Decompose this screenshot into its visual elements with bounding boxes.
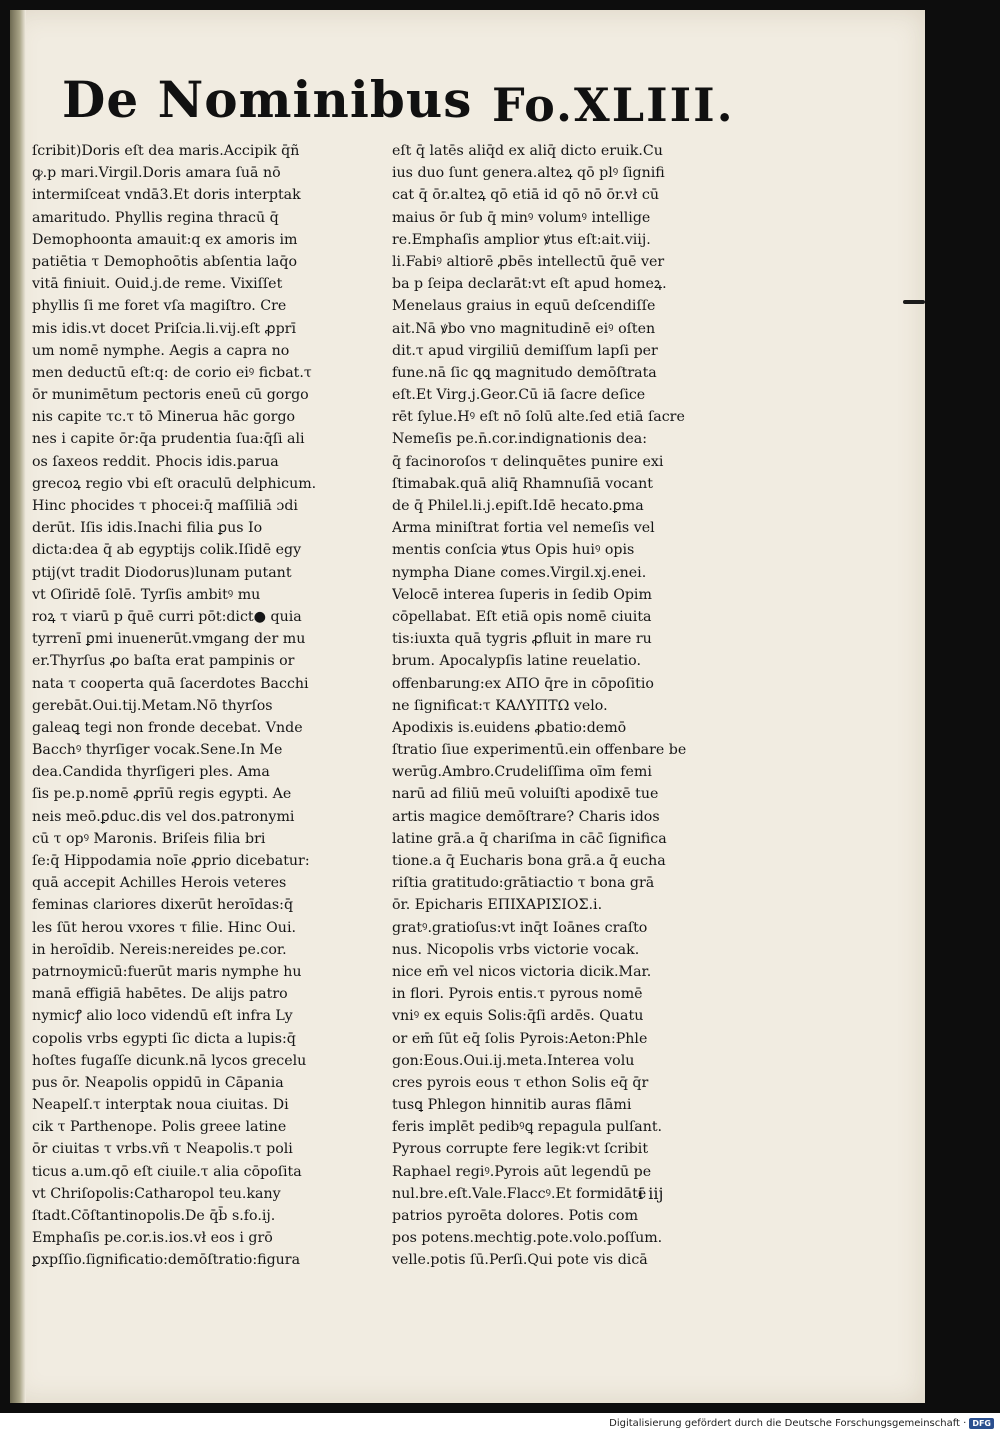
left-column-line: dicta:dea q̄ ab egyptijs colik.Iſidē egy (32, 542, 302, 559)
left-text-column (32, 140, 392, 1272)
right-column-line: ait.Nā ꝟbo vno magnitudinē eiꝰ oſten (392, 320, 656, 337)
left-column-line: Hinc phocides τ phocei:q̄ maſſiliā ɔdi (32, 498, 298, 514)
right-column-line: cat q̄ ōr.alteꝝ qō etiā id qō nō ōr.vł cū (392, 187, 659, 204)
right-column-line: fune.nā ſic ꝗꝗ magnitudo demōſtrata (392, 364, 657, 381)
right-column-line: Velocē interea ſuperis in ſedib Opim (392, 586, 652, 603)
right-column-line: in flori. Pyrois entis.τ pyrous nomē (392, 986, 643, 1003)
left-column-line: copolis vrbs egypti ſic dicta a lupis:q̄ (32, 1030, 296, 1047)
left-column-line: Bacchꝰ thyrſiger vocak.Sene.In Me (32, 742, 283, 759)
right-column-line: tusꝗ Phlegon hinnitib auras flāmi (392, 1097, 632, 1114)
right-column-line: latine grā.a q̄ chariſma in cāc̄ ſignifica (392, 830, 667, 847)
right-column-line: Apodixis is.euidens ꝓbatio:demō (392, 719, 627, 736)
right-column-line: feris implēt pedibꝰꝗ repagula pulſant. (392, 1119, 663, 1136)
right-column-line: nul.bre.eſt.Vale.Flaccꝰ.Et formidātē (392, 1185, 647, 1202)
right-column-line: velle.potis ſū.Perſi.Qui pote vis dicā (392, 1252, 648, 1269)
left-column-line: ſcribit)Doris eſt dea maris.Accipik q̄ñ (32, 143, 300, 159)
left-column-line: quā accepit Achilles Herois veteres (32, 875, 287, 892)
left-column-line: ticus a.um.qō eſt ciuile.τ alia cōpoſita (32, 1163, 302, 1180)
left-column-line: derūt. Iſis idis.Inachi filia ꝑus Io (32, 520, 263, 537)
right-column-line: Nemeſis pe.n̄.cor.indignationis dea: (392, 431, 648, 448)
left-column-line: gerebāt.Oui.tij.Metam.Nō thyrſos (32, 697, 273, 714)
left-column-line: men deductū eſt:q: de corio eiꝰ ficbat.τ (32, 364, 312, 381)
right-column-line: ſtratio ſiue experimentū.ein offenbare be (392, 742, 687, 759)
left-column-line: os ſaxeos reddit. Phocis idis.parua (32, 453, 279, 470)
left-column-line: intermiſceat vndā3.Et doris interptak (32, 187, 301, 204)
right-column-line: cres pyrois eous τ ethon Solis eq̄ q̄r (392, 1074, 649, 1091)
right-text-column (392, 140, 752, 1272)
left-column-line: roꝝ τ viarū p q̄uē curri pōt:dict● quia (32, 608, 302, 625)
left-column-line: neis meō.ꝑduc.dis vel dos.patronymi (32, 808, 295, 825)
left-column-line: ōr munimētum pectoris eneū cū gorgo (32, 387, 309, 404)
right-column-line: vniꝰ ex equis Solis:q̄ſi ardēs. Quatu (392, 1008, 644, 1025)
left-column-line: Emphaſis pe.cor.is.ios.vł eos i grō (32, 1230, 273, 1247)
edge-mark (903, 300, 925, 304)
signature-mark: i iij (638, 1184, 664, 1203)
running-title: De Nominibus (62, 70, 473, 129)
left-column-line: patiētia τ Demophoōtis abſentia laq̄o (32, 253, 297, 270)
right-column-line: tis:iuxta quā tygris ꝓfluit in mare ru (392, 631, 652, 648)
left-column-line: nymicꝭ alio loco videndū eſt infra Ly (32, 1008, 293, 1025)
right-column-line: werūg.Ambro.Crudeliſſima oīm femi (392, 764, 652, 781)
right-column-line: maius ōr ſub q̄ minꝰ volumꝰ intellige (392, 209, 651, 226)
right-column-line: mentis conſcia ꝟtus Opis huiꝰ opis (392, 542, 635, 559)
right-column-line: pos potens.mechtig.pote.volo.poſſum. (392, 1230, 663, 1247)
right-column-line: ne ſignificat:τ ΚΑΛΥΠΤΩ velo. (392, 697, 608, 714)
right-column-line: eſt.Et Virg.j.Geor.Cū iā ſacre deſice (392, 387, 646, 404)
right-column-line: q̄ facinoroſos τ delinquētes punire exi (392, 453, 664, 470)
left-column-line: pus ōr. Neapolis oppidū in Cāpania (32, 1074, 284, 1091)
right-column-line: nympha Diane comes.Virgil.xj.enei. (392, 564, 647, 581)
left-column-line: nes i capite ōr:q̄a prudentia ſua:q̄ſi ali (32, 431, 305, 448)
right-column-line: riſtia gratitudo:grātiactio τ bona grā (392, 875, 655, 892)
right-column-line: ba p ſeipa declarāt:vt eſt apud homeꝝ. (392, 276, 667, 293)
left-column-line: ꝙ.p mari.Virgil.Doris amara ſuā nō (32, 165, 281, 182)
left-column-line: phyllis ſi me foret vſa magiſtro. Cre (32, 298, 287, 315)
right-column-line: ius duo ſunt genera.alteꝝ qō plꝰ ſignifi (392, 165, 665, 182)
right-column-line: Menelaus graius in equū deſcendiſſe (392, 298, 656, 315)
left-column-line: les ſūt herou vxores τ filie. Hinc Oui. (32, 919, 296, 936)
right-column-line: patrios pyroēta dolores. Potis com (392, 1208, 639, 1224)
left-column-line: er.Thyrſus ꝓo baſta erat pampinis or (32, 653, 295, 670)
left-column-line: vt Oſiridē ſolē. Tyrſis ambitꝰ mu (32, 586, 261, 603)
left-column-line: galeaꝗ tegi non fronde decebat. Vnde (32, 719, 303, 736)
folio-number: Fo.XLIII. (492, 78, 735, 132)
left-column-line: tyrrenī ꝑmi inuenerūt.vmgang der mu (32, 631, 306, 648)
right-column-line: gon:Eous.Oui.ij.meta.Interea volu (392, 1052, 635, 1069)
left-column-line: Neapelſ.τ interptak noua ciuitas. Di (32, 1097, 289, 1114)
left-column-line: dea.Candida thyrſigeri ples. Ama (32, 764, 270, 781)
right-column-line: narū ad filiū meū voluiſti apodixē tue (392, 786, 659, 803)
right-column-line: re.Emphaſis amplior ꝟtus eſt:ait.viij. (392, 231, 651, 248)
left-column-line: patrnoymicū:fuerūt maris nymphe hu (32, 963, 302, 980)
right-column-line: cōpellabat. Eſt etiā opis nomē ciuita (392, 608, 652, 625)
left-column-line: amaritudo. Phyllis regina thracū q̄ (32, 209, 279, 226)
left-column-line: ōr ciuitas τ vrbs.vñ τ Neapolis.τ poli (32, 1141, 293, 1158)
right-column-line: Raphael regiꝰ.Pyrois aūt legendū pe (392, 1163, 652, 1180)
left-column-line: nis capite τc.τ tō Minerua hāc gorgo (32, 409, 296, 426)
left-column-line: ſtadt.Cōſtantinopolis.De q̄b̄ s.fo.ij. (32, 1208, 276, 1224)
left-column-line: ptij(vt tradit Diodorus)lunam putant (32, 564, 292, 581)
right-column-line: or em̄ ſūt eq̄ ſolis Pyrois:Aeton:Phle (392, 1030, 648, 1047)
left-column-line: cik τ Parthenope. Polis greee latine (32, 1119, 287, 1136)
right-column-line: artis magice demōſtrare? Charis idos (392, 808, 660, 825)
binding-edge (10, 10, 26, 1403)
left-column-line: mis idis.vt docet Priſcia.li.vij.eſt ꝓprī (32, 320, 296, 337)
right-column-line: dit.τ apud virgiliū demiſſum lapſi per (392, 342, 658, 359)
left-column-line: Demophoonta amauit:q ex amoris im (32, 231, 298, 248)
left-column-line: ꝑxpſſio.ſignificatio:demōſtratio:figura (32, 1252, 301, 1269)
left-column-line: ſe:q̄ Hippodamia noīe ꝓprio dicebatur: (32, 853, 310, 869)
right-column-line: tione.a q̄ Eucharis bona grā.a q̄ eucha (392, 853, 666, 869)
right-column-line: gratꝰ.gratioſus:vt inq̄t Ioānes craſto (392, 919, 648, 936)
left-column-line: um nomē nymphe. Aegis a capra no (32, 342, 290, 359)
footer-text: Digitalisierung gefördert durch die Deutsche Forschungsgemeinschaft · (609, 1418, 967, 1429)
left-column-line: in heroīdib. Nereis:nereides pe.cor. (32, 941, 287, 958)
left-column-line: hoſtes fugaſſe dicunk.nā lycos grecelu (32, 1052, 307, 1069)
right-column-line: rēt ſylue.Hꝰ eſt nō ſolū alte.ſed etiā ſacre (392, 409, 685, 426)
left-column-line: manā effigiā habētes. De alijs patro (32, 986, 288, 1003)
right-column-line: de q̄ Philel.li.j.epiſt.Idē hecato.ꝑma (392, 498, 644, 514)
left-column-line: vitā finiuit. Ouid.j.de reme. Vixiſſet (32, 276, 283, 293)
left-column-line: grecoꝝ regio vbi eſt oraculū delphicum. (32, 475, 317, 492)
right-column-line: brum. Apocalypſis latine reuelatio. (392, 653, 641, 670)
left-column-line: feminas clariores dixerūt heroīdas:q̄ (32, 897, 294, 914)
left-column-line: vt Chriſopolis:Catharopol teu.kany (32, 1185, 281, 1202)
book-page (10, 10, 925, 1403)
right-column-line: offenbarung:ex ΑΠΟ q̄re in cōpoſitio (392, 675, 654, 692)
right-column-line: nus. Nicopolis vrbs victorie vocak. (392, 941, 640, 958)
right-column-line: Pyrous corrupte fere legik:vt ſcribit (392, 1141, 649, 1158)
dfg-logo-icon: DFG (969, 1418, 994, 1429)
right-column-line: ōr. Epicharis ΕΠΙΧΑΡΙΣΙΟΣ.i. (392, 897, 603, 914)
right-column-line: ſtimabak.quā aliq̄ Rhamnuſiā vocant (392, 475, 653, 492)
left-column-line: nata τ cooperta quā ſacerdotes Bacchi (32, 675, 309, 692)
right-column-line: li.Fabiꝰ altiorē ꝓbēs intellectū q̄uē ver (392, 253, 665, 270)
left-column-line: ſis pe.p.nomē ꝓprīū regis egypti. Ae (32, 786, 292, 803)
left-column-line: cū τ opꝰ Maronis. Briſeis filia bri (32, 830, 266, 847)
right-column-line: nice em̄ vel nicos victoria dicik.Mar. (392, 963, 652, 980)
right-column-line: Arma miniſtrat fortia vel nemeſis vel (392, 520, 655, 537)
footer-credit (609, 1418, 994, 1429)
right-column-line: eſt q̄ latēs aliq̄d ex aliq̄ dicto eruik.Cu (392, 143, 663, 159)
